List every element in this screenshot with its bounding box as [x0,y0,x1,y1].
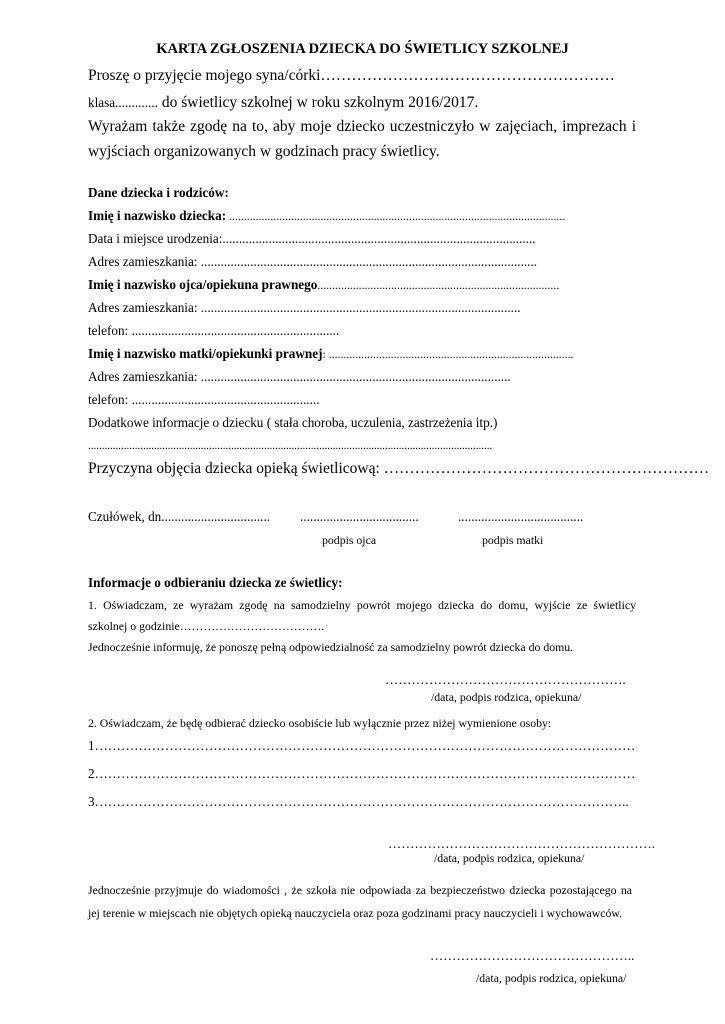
extra-info-dots: ................................................................................................................................................... [88,440,493,452]
father-signature-caption: podpis ojca [322,533,377,547]
liability-notice-line-1: Jednocześnie przyjmuje do wiadomości , że szkoła nie odpowiada za bezpieczeństwo dziecka pozostającego na [88,883,632,897]
liability-notice-line-2: jej terenie w miejscach nie objętych opieką nauczyciela oraz poza godzinami pracy nauczycieli i wychowawców. [88,906,623,920]
mother-name-dots: : ................................................................................... [322,347,574,361]
father-name-label: Imię i nazwisko ojca/opiekuna prawnego [88,277,318,292]
signature-caption-1: /data, podpis rodzica, opiekuna/ [431,690,582,704]
class-field: klasa............. [88,95,158,110]
mother-signature-caption: podpis matki [482,533,544,547]
pickup-person-1: 1…………………………………………………………………………………………………………… [88,738,636,753]
pickup-person-2: 2…………………………………………………………………………………………………………… [88,766,636,781]
mother-name-field [88,346,574,362]
father-name-field [88,277,559,293]
mother-signature-line: ...................................... [458,509,584,524]
pickup-persons-statement: 2. Oświadczam, że będę odbierać dziecko osobiście lub wyłącznie przez niżej wymienione osoby: [88,716,552,730]
signature-line-3: ……………………………………….. [430,948,635,963]
intro-line-child: Proszę o przyjęcie mojego syna/córki………………………………………………… [88,67,615,84]
signature-caption-2: /data, podpis rodzica, opiekuna/ [434,851,585,865]
child-name-label: Imię i nazwisko dziecka: [88,208,227,223]
child-address-field: Adres zamieszkania: ...................................................................................................... [88,254,538,269]
father-signature-line: .................................... [300,509,419,524]
extra-info-label: Dodatkowe informacje o dziecku ( stała choroba, uczulenia, zastrzeżenia itp.) [88,415,498,430]
self-return-time: szkolnej o godzinie………………………………. [88,619,325,633]
signature-line-1: ………………………………………………. [385,672,626,687]
mother-address-field: Adres zamieszkania: .............................................................................................. [88,369,511,384]
mother-phone-field: telefon: ......................................................... [88,392,320,407]
birth-field: Data i miejsce urodzenia:............................................................................................... [88,231,536,246]
data-section-heading: Dane dziecka i rodziców: [88,185,229,200]
intro-consent-line-2: wyjściach organizowanych w godzinach pracy świetlicy. [88,143,440,160]
responsibility-statement: Jednocześnie informuję, że ponoszę pełną odpowiedzialność za samodzielny powrót dziecka do domu. [88,640,574,654]
pickup-section-heading: Informacje o odbieraniu dziecka ze świetlicy: [88,575,343,590]
child-name-field [88,208,565,224]
reason-field: Przyczyna objęcia dziecka opieką świetlicową: ……………………………………………………… [88,460,710,477]
child-name-dots: .................................................................................................................. [226,209,566,223]
intro-line-class [88,94,478,112]
mother-name-label: Imię i nazwisko matki/opiekunki prawnej [88,346,323,361]
form-title: KARTA ZGŁOSZENIA DZIECKA DO ŚWIETLICY SZKOLNEJ [156,41,569,57]
father-name-dots: .................................................................................. [317,278,560,292]
school-year-text: do świetlicy szkolnej w roku szkolnym 2016/2017. [157,94,479,111]
signature-caption-3: /data, podpis rodzica, opiekuna/ [476,971,627,985]
father-phone-field: telefon: ............................................................... [88,323,340,338]
intro-consent-line: Wyrażam także zgodę na to, aby moje dziecko uczestniczyło w zajęciach, imprezach i [88,118,636,135]
signature-line-2: ……………………………………………………. [388,836,656,851]
self-return-statement: 1. Oświadczam, ze wyrażam zgodę na samodzielny powrót mojego dziecka do domu, wyjście ze świetlicy [88,598,636,612]
father-address-field: Adres zamieszkania: ................................................................................................. [88,300,521,315]
place-date-field: Czułówek, dn................................. [88,509,271,524]
pickup-person-3: 3………………………………………………………………………………………………………….. [88,794,629,809]
